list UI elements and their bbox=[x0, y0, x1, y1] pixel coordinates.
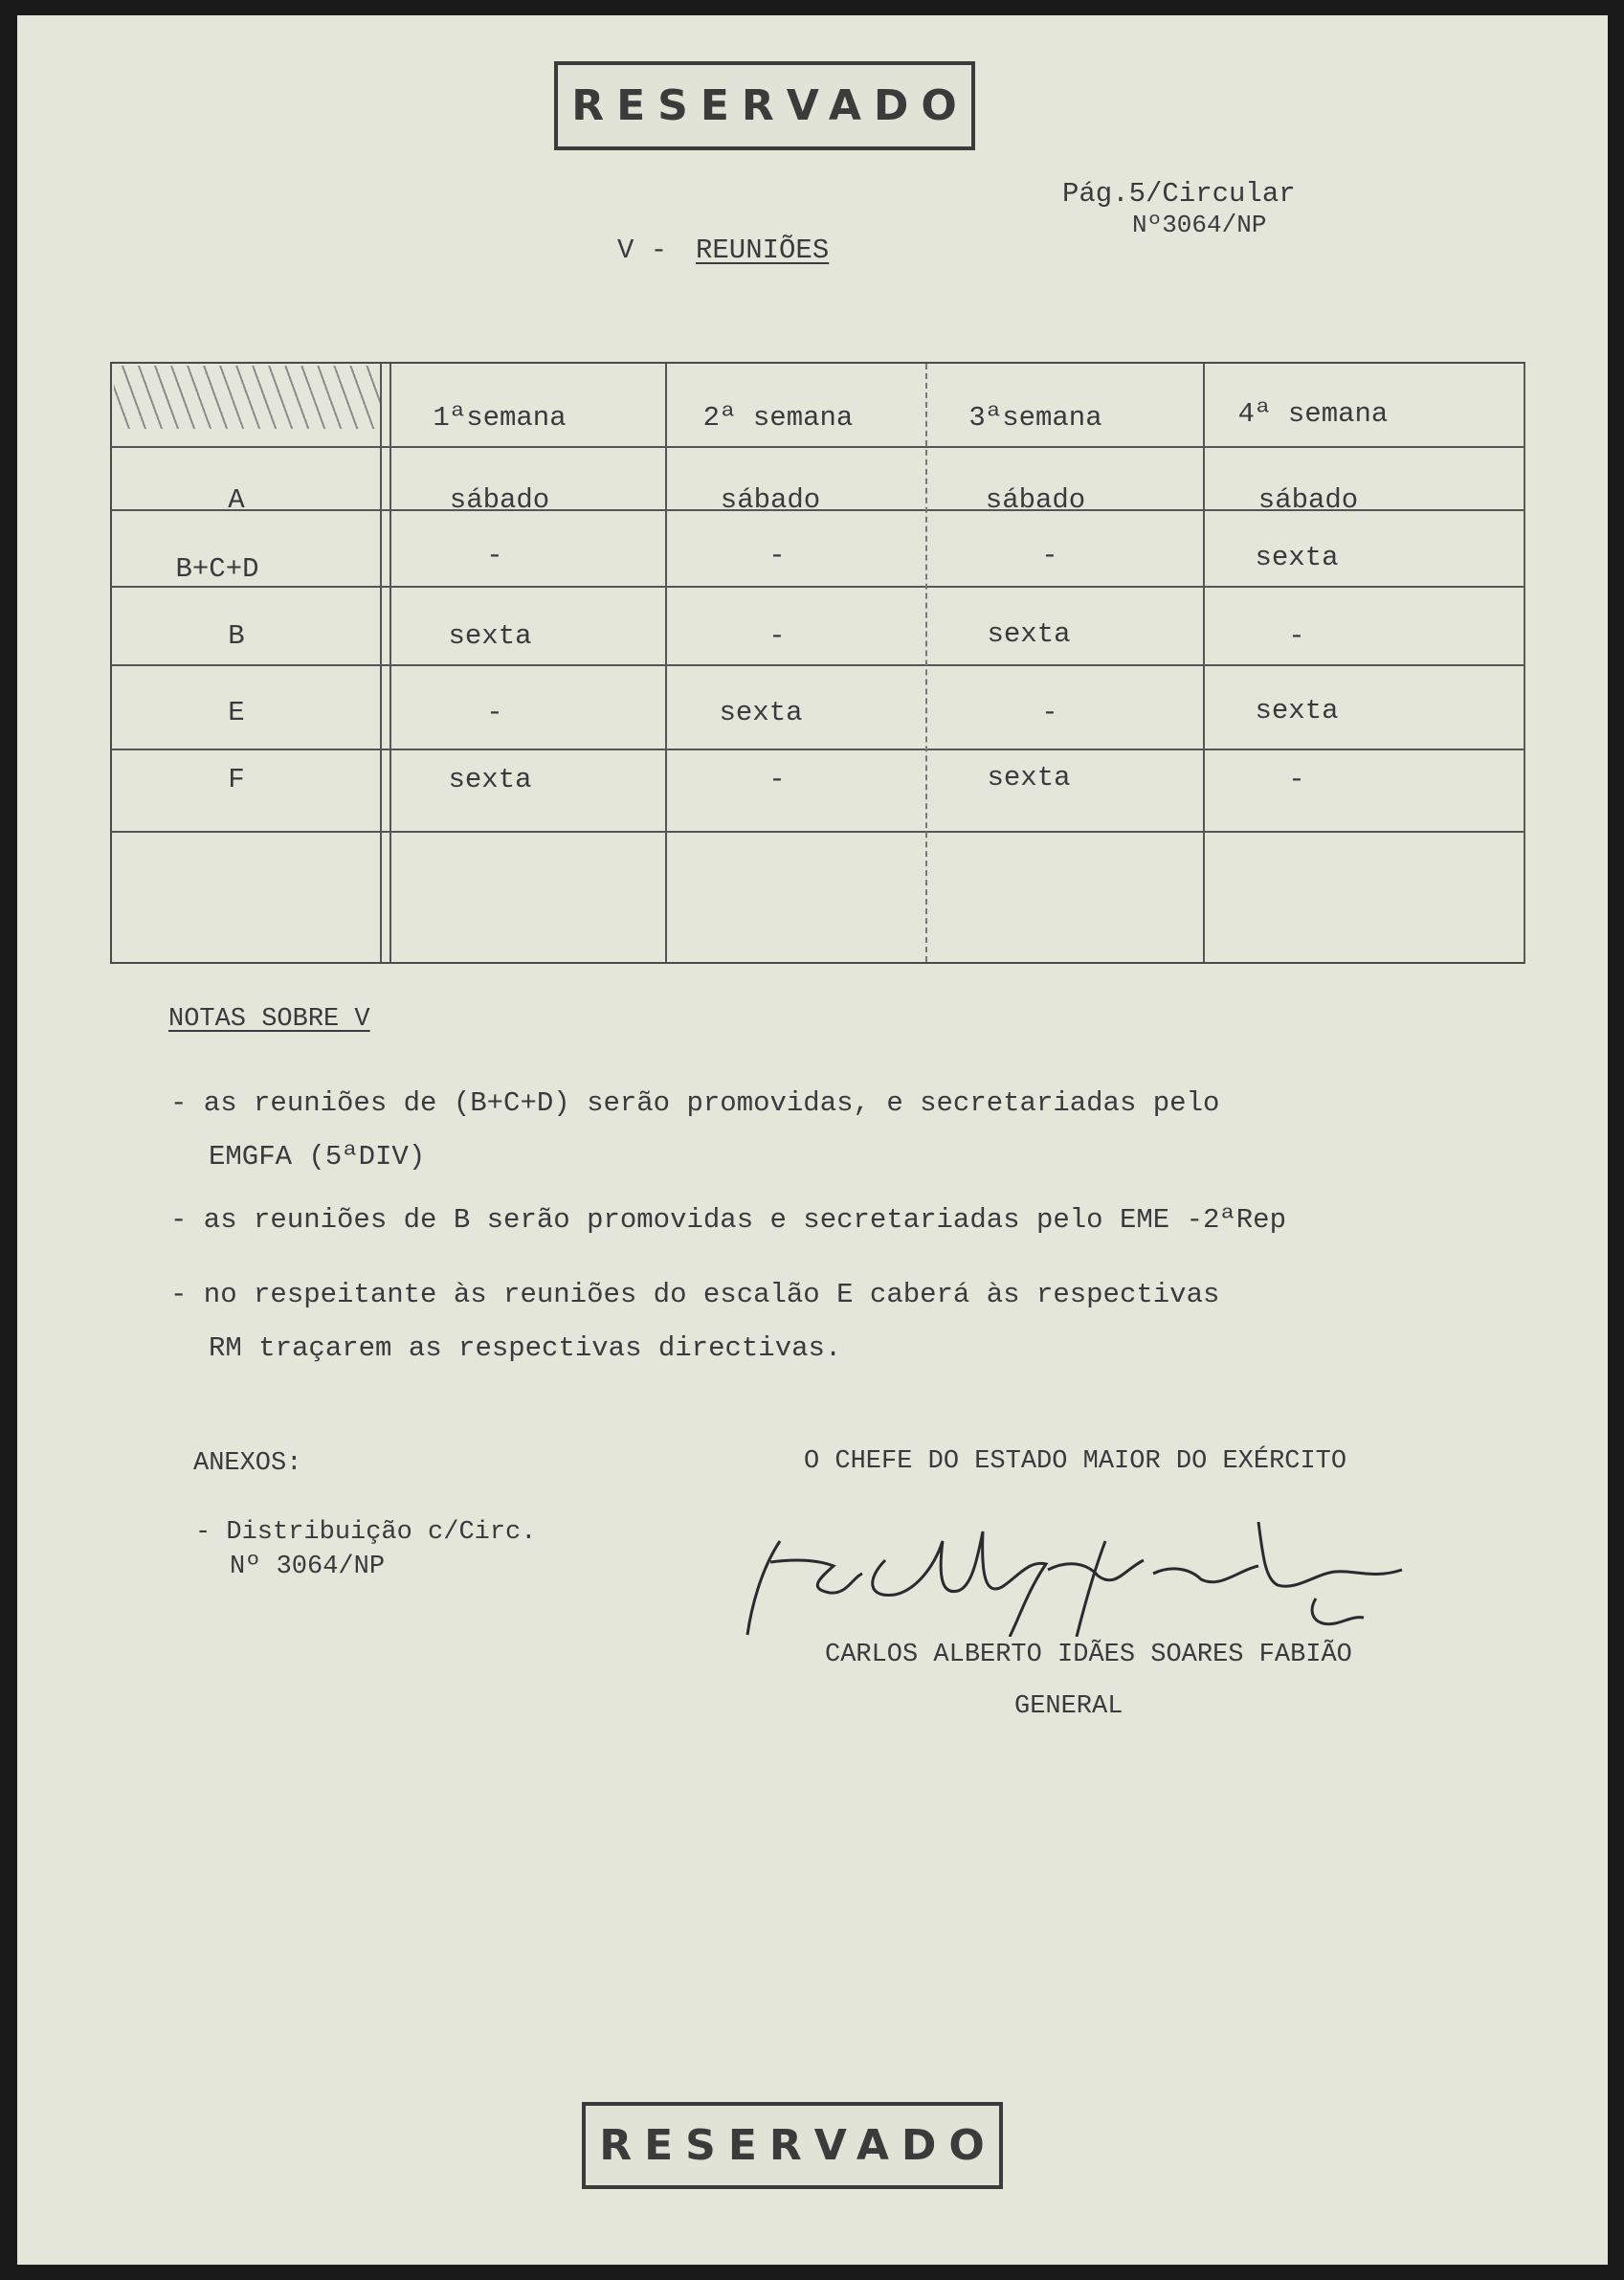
table-cell: - bbox=[1041, 697, 1058, 728]
document-page bbox=[17, 15, 1608, 2265]
table-cell: - bbox=[1288, 620, 1305, 652]
section-prefix: V - bbox=[617, 235, 668, 266]
table-cell: sábado bbox=[1257, 484, 1359, 516]
page-reference: Pág.5/Circular bbox=[1062, 178, 1296, 210]
reservado-stamp-top: RESERVADO bbox=[554, 61, 975, 150]
table-cell: sexta bbox=[1255, 695, 1339, 726]
column-header-week1: 1ªsemana bbox=[433, 402, 567, 434]
table-column-rule bbox=[380, 364, 382, 962]
handwritten-signature bbox=[742, 1503, 1412, 1637]
table-cell: - bbox=[1288, 764, 1305, 795]
table-cell: sexta bbox=[987, 762, 1071, 794]
signatory-rank: GENERAL bbox=[1014, 1692, 1123, 1721]
row-label: A bbox=[228, 484, 245, 516]
note-item-3-continued: RM traçarem as respectivas directivas. bbox=[209, 1332, 842, 1364]
annex-item: - Distribuição c/Circ. bbox=[195, 1518, 537, 1547]
table-rule bbox=[112, 586, 1524, 588]
circular-number: Nº3064/NP bbox=[1132, 211, 1267, 239]
annex-item-number: Nº 3064/NP bbox=[230, 1553, 386, 1581]
table-rule bbox=[112, 831, 1524, 833]
table-cell: - bbox=[486, 540, 503, 571]
table-cell: sexta bbox=[719, 697, 803, 728]
row-label: B+C+D bbox=[175, 553, 259, 585]
notes-title: NOTAS SOBRE V bbox=[168, 1005, 370, 1034]
table-cell: - bbox=[1041, 540, 1058, 571]
table-cell: sábado bbox=[720, 484, 821, 516]
signatory-office: O CHEFE DO ESTADO MAIOR DO EXÉRCITO bbox=[804, 1447, 1347, 1476]
table-rule bbox=[112, 446, 1524, 448]
table-column-rule bbox=[665, 364, 667, 962]
table-cell: sexta bbox=[987, 618, 1071, 650]
table-cell: sexta bbox=[448, 764, 532, 795]
table-column-rule bbox=[925, 364, 927, 962]
table-rule bbox=[112, 749, 1524, 750]
table-cell: sábado bbox=[449, 484, 550, 516]
annexes-title: ANEXOS: bbox=[193, 1449, 302, 1478]
column-header-week4: 4ª semana bbox=[1237, 398, 1389, 430]
table-cell: - bbox=[768, 764, 786, 795]
table-cell: sábado bbox=[985, 484, 1086, 516]
column-header-week2: 2ª semana bbox=[702, 402, 854, 434]
reservado-stamp-bottom: RESERVADO bbox=[582, 2102, 1003, 2189]
meetings-schedule-table bbox=[110, 362, 1525, 964]
note-item-1: - as reuniões de (B+C+D) serão promovidas, e secretariadas pelo bbox=[170, 1087, 1220, 1119]
table-cell: - bbox=[768, 620, 786, 652]
table-cell: sexta bbox=[1255, 542, 1339, 573]
table-cell: - bbox=[768, 540, 786, 571]
note-item-1-continued: EMGFA (5ªDIV) bbox=[209, 1141, 426, 1173]
table-rule bbox=[112, 664, 1524, 666]
note-item-2: - as reuniões de B serão promovidas e secretariadas pelo EME -2ªRep bbox=[170, 1204, 1286, 1236]
column-header-week3: 3ªsemana bbox=[968, 402, 1102, 434]
row-label: E bbox=[228, 697, 245, 728]
note-item-3: - no respeitante às reuniões do escalão E caberá às respectivas bbox=[170, 1279, 1220, 1310]
row-label: B bbox=[228, 620, 245, 652]
table-column-rule bbox=[1203, 364, 1205, 962]
row-label: F bbox=[228, 764, 245, 795]
section-title: REUNIÕES bbox=[696, 235, 830, 266]
table-cell: - bbox=[486, 697, 503, 728]
hatched-corner-cell bbox=[114, 366, 382, 429]
signatory-name: CARLOS ALBERTO IDÃES SOARES FABIÃO bbox=[825, 1641, 1352, 1669]
table-column-rule bbox=[389, 364, 391, 962]
table-cell: sexta bbox=[448, 620, 532, 652]
